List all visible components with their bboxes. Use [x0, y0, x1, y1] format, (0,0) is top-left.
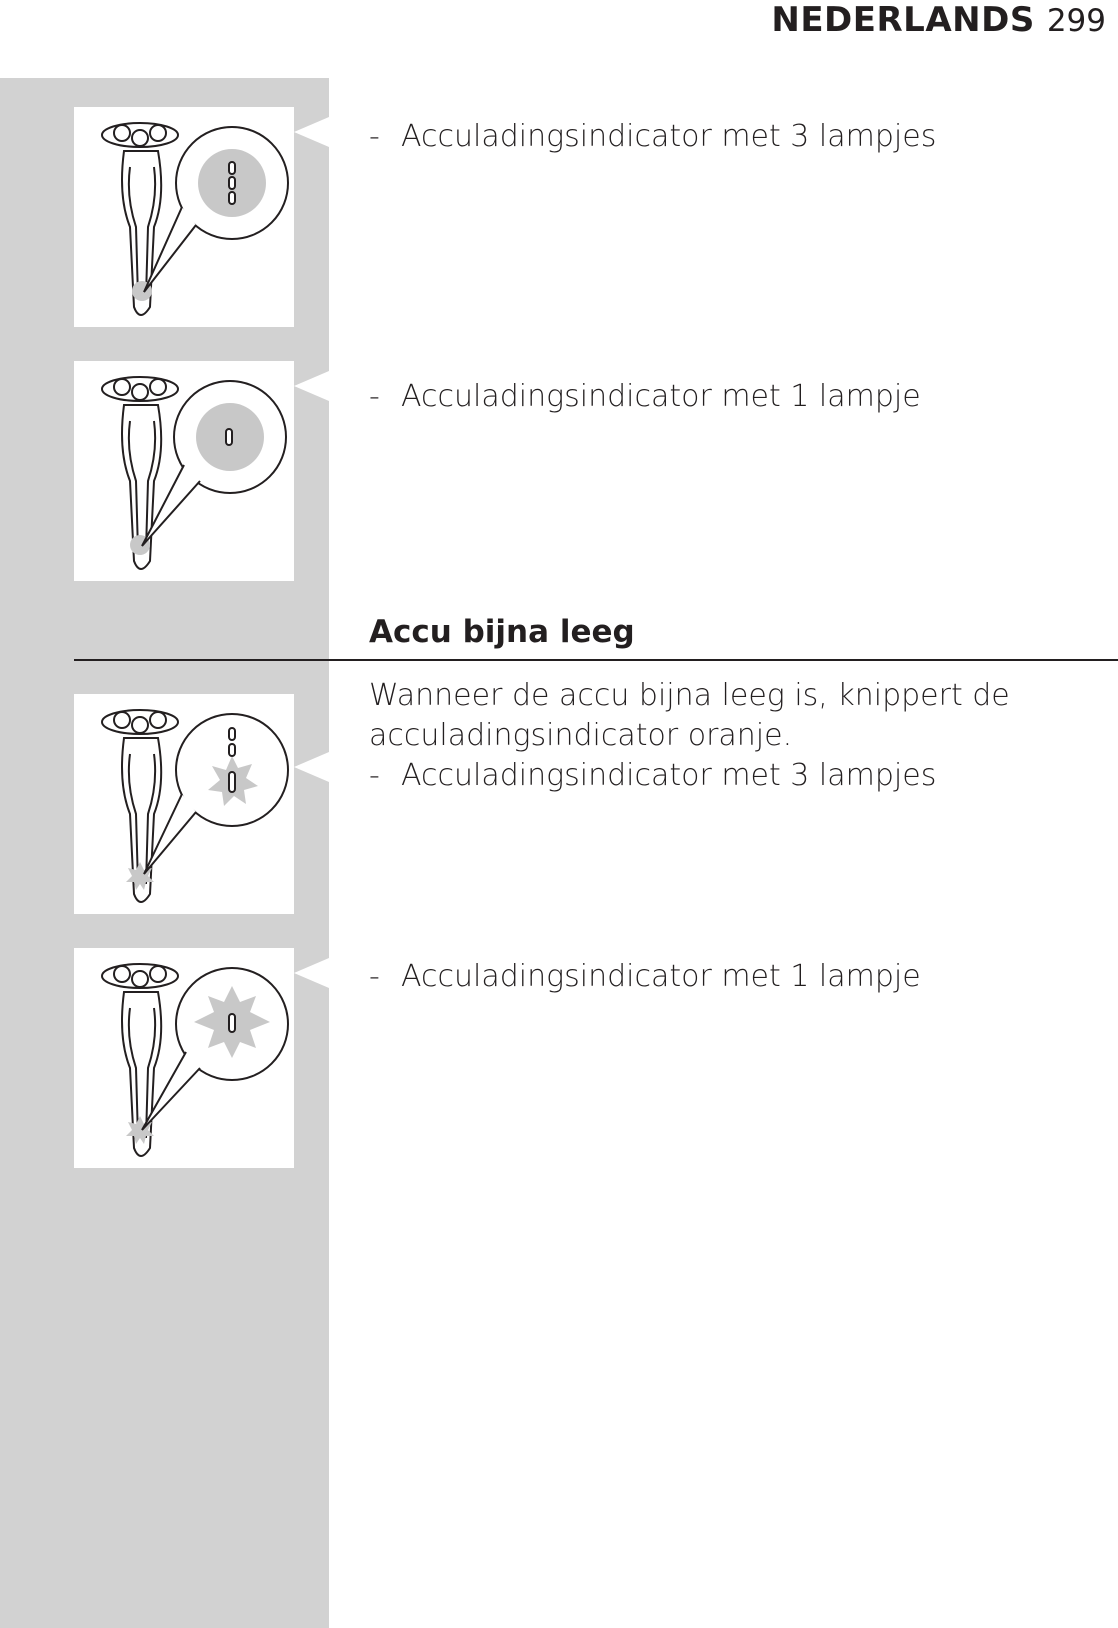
figure-pointer — [294, 117, 329, 147]
page-header — [771, 0, 1106, 40]
caption-text: Acculadingsindicator met 3 lampjes — [401, 758, 937, 793]
figure-pointer — [294, 752, 329, 782]
body-text — [369, 676, 1089, 796]
section-heading: Accu bijna leeg — [369, 614, 635, 650]
caption-text: Acculadingsindicator met 3 lampjes — [401, 119, 937, 154]
figure-pointer — [294, 371, 329, 401]
body-paragraph: Wanneer de accu bijna leeg is, knippert de acculadingsindicator oranje. — [369, 678, 1010, 753]
caption-4 — [369, 957, 1089, 997]
caption-text: Acculadingsindicator met 1 lampje — [401, 379, 921, 414]
page-number: 299 — [1046, 3, 1106, 39]
figure-pointer — [294, 958, 329, 988]
caption-2 — [369, 377, 1089, 417]
header-language: NEDERLANDS — [771, 0, 1035, 40]
shaver-1-light-blinking-icon — [74, 948, 294, 1168]
shaver-1-light-icon — [74, 361, 294, 581]
shaver-3-lights-blinking-icon — [74, 694, 294, 914]
caption-text: Acculadingsindicator met 1 lampje — [401, 959, 921, 994]
caption-1 — [369, 117, 1089, 157]
bullet-dash: - — [369, 758, 380, 793]
bullet-dash: - — [369, 119, 380, 154]
section-rule — [74, 659, 1118, 661]
bullet-dash: - — [369, 959, 380, 994]
bullet-dash: - — [369, 379, 380, 414]
shaver-3-lights-icon — [74, 107, 294, 327]
